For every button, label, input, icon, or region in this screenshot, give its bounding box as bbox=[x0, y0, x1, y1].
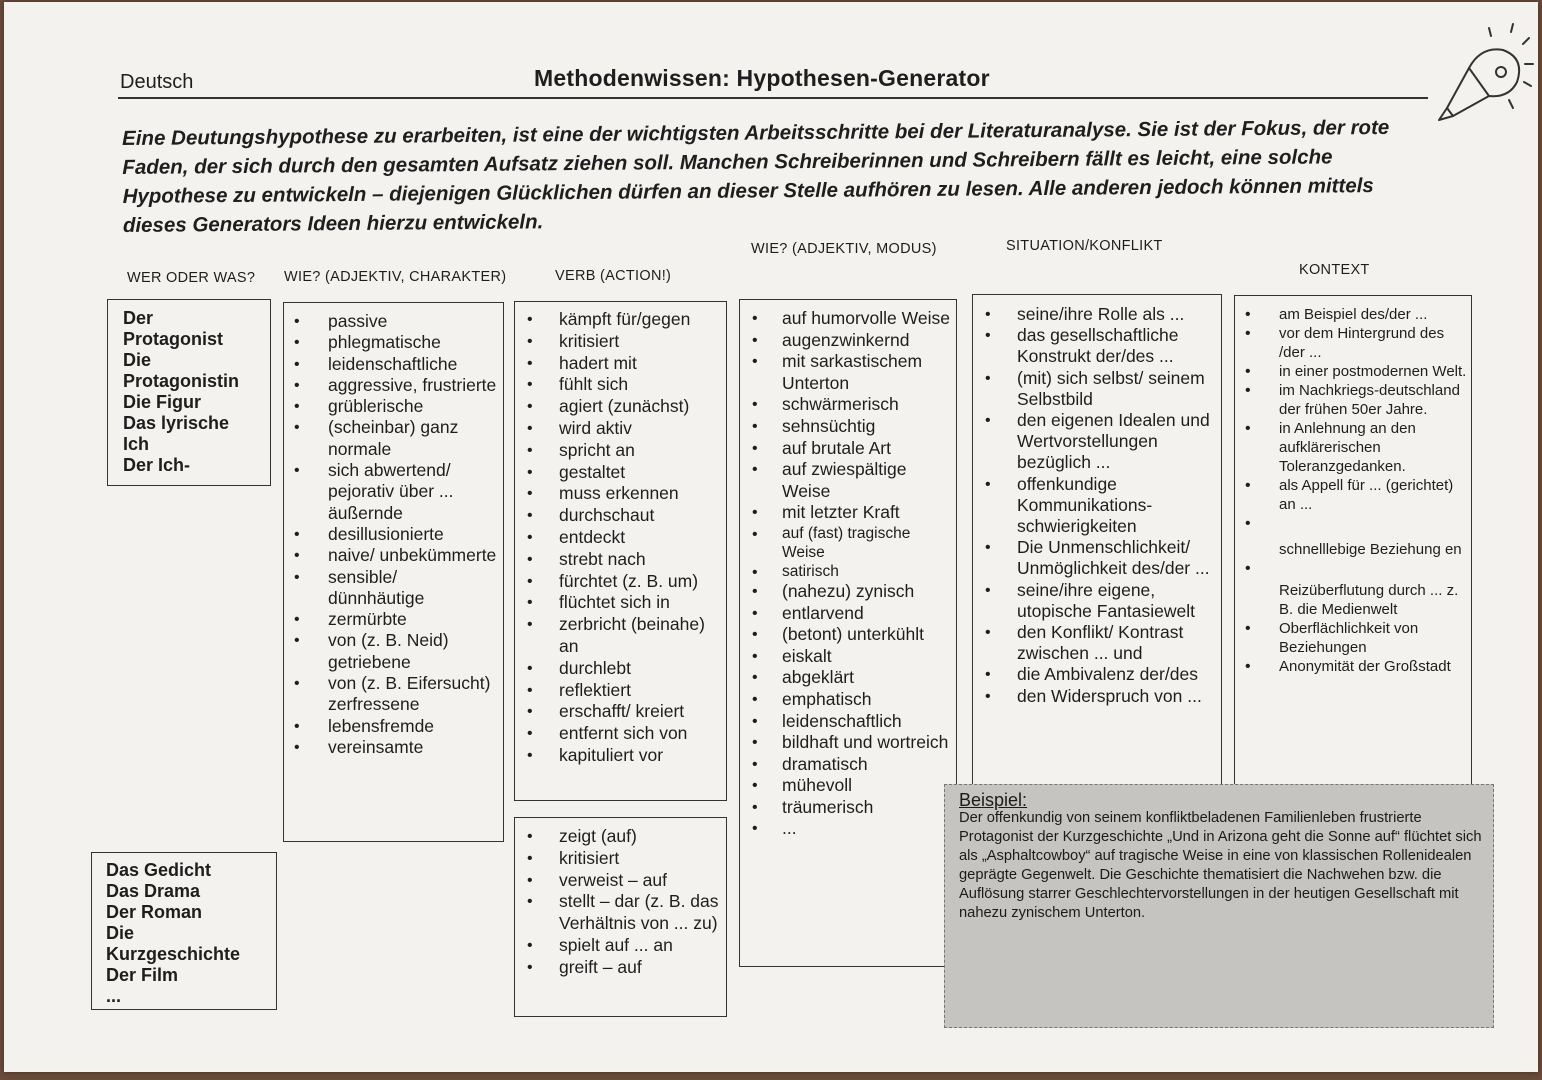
list-item: • fühlt sich bbox=[515, 374, 722, 396]
list-item: • schnelllebige Beziehung en bbox=[1235, 514, 1467, 559]
list-item: • träumerisch bbox=[740, 797, 952, 819]
list-item: • sensible/ dünnhäutige bbox=[284, 567, 497, 610]
list-item: Das lyrische bbox=[123, 413, 230, 433]
list-item: • am Beispiel des/der ... bbox=[1235, 305, 1467, 324]
situation-box bbox=[972, 294, 1222, 794]
list-item: • mit letzter Kraft bbox=[740, 502, 952, 524]
list-item: • schwärmerisch bbox=[740, 394, 952, 416]
list-item: • kämpft für/gegen bbox=[515, 309, 722, 331]
list-item: Kurzgeschichte bbox=[106, 944, 241, 964]
header-who: WER ODER WAS? bbox=[127, 270, 256, 286]
list-item: • (betont) unterkühlt bbox=[740, 624, 952, 646]
list-item: • augenzwinkernd bbox=[740, 330, 952, 352]
header-situation: SITUATION/KONFLIKT bbox=[1006, 238, 1163, 254]
list-item: • seine/ihre eigene, utopische Fantasiewelt bbox=[973, 580, 1217, 622]
list-item: • grüblerische bbox=[284, 396, 497, 417]
list-item: • (scheinbar) ganz normale bbox=[284, 417, 497, 460]
subject-label: Deutsch bbox=[120, 71, 194, 93]
list-item: • strebt nach bbox=[515, 549, 722, 571]
list-item: • auf (fast) tragische Weise bbox=[740, 524, 952, 562]
how-character-box bbox=[283, 302, 504, 842]
list-item: • erschafft/ kreiert bbox=[515, 701, 722, 723]
list-item: • Oberflächlichkeit von Beziehungen bbox=[1235, 619, 1467, 657]
list-item: Das Drama bbox=[106, 881, 201, 901]
list-item: • hadert mit bbox=[515, 353, 722, 375]
list-item: • naive/ unbekümmerte bbox=[284, 545, 497, 566]
list-item: Die bbox=[106, 923, 135, 943]
how-mode-box bbox=[739, 299, 957, 967]
list-item: • seine/ihre Rolle als ... bbox=[973, 304, 1217, 325]
header-context: KONTEXT bbox=[1299, 262, 1370, 278]
list-item: • muss erkennen bbox=[515, 483, 722, 505]
list-item: • agiert (zunächst) bbox=[515, 396, 722, 418]
list-item: • (mit) sich selbst/ seinem Selbstbild bbox=[973, 368, 1217, 410]
list-item: • in Anlehnung an den aufklärerischen Toleranzgedanken. bbox=[1235, 419, 1467, 476]
list-item: • reflektiert bbox=[515, 680, 722, 702]
list-item: Der Roman bbox=[106, 902, 203, 922]
list-item: • eiskalt bbox=[740, 646, 952, 668]
header-verb: VERB (ACTION!) bbox=[555, 268, 672, 284]
list-item: • Reizüberflutung durch ... z. B. die Medienwelt bbox=[1235, 559, 1467, 619]
list-item: • greift – auf bbox=[515, 957, 722, 979]
list-item: • sich abwertend/ pejorativ über ... äußernde bbox=[284, 460, 497, 524]
list-item: • im Nachkriegs-deutschland der frühen 50er Jahre. bbox=[1235, 381, 1467, 419]
example-label: Beispiel: bbox=[959, 790, 1028, 810]
list-item: Der bbox=[123, 308, 154, 328]
list-item: • entlarvend bbox=[740, 603, 952, 625]
header-how-character: WIE? (ADJEKTIV, CHARAKTER) bbox=[284, 269, 507, 285]
header-how-mode: WIE? (ADJEKTIV, MODUS) bbox=[751, 241, 937, 257]
list-item: • auf humorvolle Weise bbox=[740, 308, 952, 330]
list-item: • zeigt (auf) bbox=[515, 826, 722, 848]
list-item: Ich bbox=[123, 434, 150, 454]
list-item: • satirisch bbox=[740, 562, 952, 581]
list-item: • leidenschaftliche bbox=[284, 354, 497, 375]
list-item: • stellt – dar (z. B. das Verhältnis von ... zu) bbox=[515, 891, 722, 935]
list-item: • offenkundige Kommunikations-schwierigkeiten bbox=[973, 474, 1217, 538]
header-rule bbox=[118, 97, 1428, 99]
list-item: Die Figur bbox=[123, 392, 202, 412]
page-title: Methodenwissen: Hypothesen-Generator bbox=[534, 65, 990, 91]
list-item: • leidenschaftlich bbox=[740, 711, 952, 733]
list-item: • durchlebt bbox=[515, 658, 722, 680]
who-box-top bbox=[107, 299, 271, 486]
list-item: • vor dem Hintergrund des /der ... bbox=[1235, 324, 1467, 362]
list-item: Der Ich- bbox=[123, 455, 191, 475]
list-item: Protagonistin bbox=[123, 371, 239, 391]
worksheet bbox=[4, 2, 1538, 1072]
who-box-bottom bbox=[91, 852, 277, 1010]
list-item: • entdeckt bbox=[515, 527, 722, 549]
list-item: • das gesellschaftliche Konstrukt der/des ... bbox=[973, 325, 1217, 367]
list-item: • den Widerspruch von ... bbox=[973, 686, 1217, 707]
list-item: • mit sarkastischem Unterton bbox=[740, 351, 952, 394]
list-item: • sehnsüchtig bbox=[740, 416, 952, 438]
example-box bbox=[944, 784, 1494, 1028]
list-item: • kritisiert bbox=[515, 848, 722, 870]
list-item: • gestaltet bbox=[515, 462, 722, 484]
list-item: Die bbox=[123, 350, 152, 370]
list-item: • die Ambivalenz der/des bbox=[973, 664, 1217, 685]
list-item: • als Appell für ... (gerichtet) an ... bbox=[1235, 476, 1467, 514]
list-item: • ... bbox=[740, 818, 952, 840]
list-item: • den Konflikt/ Kontrast zwischen ... und bbox=[973, 622, 1217, 664]
list-item: • bildhaft und wortreich bbox=[740, 732, 952, 754]
list-item: • lebensfremde bbox=[284, 716, 497, 737]
list-item: • Anonymität der Großstadt bbox=[1235, 657, 1467, 676]
list-item: Der Film bbox=[106, 965, 179, 985]
list-item: • emphatisch bbox=[740, 689, 952, 711]
context-box bbox=[1234, 295, 1472, 795]
pencil-lightbulb-icon bbox=[1429, 20, 1539, 130]
list-item: Protagonist bbox=[123, 329, 224, 349]
list-item: • kapituliert vor bbox=[515, 745, 722, 767]
list-item: • Die Unmenschlichkeit/ Unmöglichkeit des/der ... bbox=[973, 537, 1217, 579]
list-item: • auf brutale Art bbox=[740, 438, 952, 460]
list-item: • mühevoll bbox=[740, 775, 952, 797]
list-item: • vereinsamte bbox=[284, 737, 497, 758]
list-item: • phlegmatische bbox=[284, 332, 497, 353]
list-item: • passive bbox=[284, 311, 497, 332]
list-item: • desillusionierte bbox=[284, 524, 497, 545]
verb-box-bottom bbox=[514, 817, 727, 1017]
list-item: • (nahezu) zynisch bbox=[740, 581, 952, 603]
list-item: • spielt auf ... an bbox=[515, 935, 722, 957]
list-item: • entfernt sich von bbox=[515, 723, 722, 745]
intro-paragraph: Eine Deutungshypothese zu erarbeiten, ist eine der wichtigsten Arbeitsschritte bei der Literaturanalyse. Sie ist der Fokus, der rote Faden, der sich durch den gesamten Aufsatz ziehen soll. Manchen Schreiberinnen und Schreibern fällt es leicht, eine solche Hypothese zu entwickeln – diejenigen Glücklichen dürfen an dieser Stelle aufhören zu lesen. Alle anderen jedoch können mittels dieses Generators Ideen hierzu entwickeln. bbox=[122, 115, 1390, 237]
list-item: Das Gedicht bbox=[106, 860, 212, 880]
list-item: • zermürbte bbox=[284, 609, 497, 630]
list-item: • spricht an bbox=[515, 440, 722, 462]
list-item: • auf zwiespältige Weise bbox=[740, 459, 952, 502]
list-item: • aggressive, frustrierte bbox=[284, 375, 497, 396]
list-item: • den eigenen Idealen und Wertvorstellungen bezüglich ... bbox=[973, 410, 1217, 474]
list-item: • dramatisch bbox=[740, 754, 952, 776]
list-item: • durchschaut bbox=[515, 505, 722, 527]
list-item: • flüchtet sich in bbox=[515, 592, 722, 614]
example-text: Der offenkundig von seinem konfliktbeladenen Familienleben frustrierte Protagonist der Kurzgeschichte „Und in Arizona geht die Sonne auf“ flüchtet sich als „Asphaltcowboy“ auf tragische Weise in eine von klassischen Rollenidealen geprägte Gegenwelt. Die Geschichte thematisiert die Nachwehen bzw. die Auflösung starrer Geschlechtervorstellungen in der heutigen Gesellschaft mit nahezu zynischem Unterton. bbox=[959, 810, 1482, 921]
list-item: • wird aktiv bbox=[515, 418, 722, 440]
verb-box-top bbox=[514, 301, 727, 801]
list-item: • von (z. B. Neid) getriebene bbox=[284, 630, 497, 673]
list-item: ... bbox=[106, 986, 122, 1006]
list-item: • von (z. B. Eifersucht) zerfressene bbox=[284, 673, 497, 716]
list-item: • in einer postmodernen Welt. bbox=[1235, 362, 1467, 381]
list-item: • verweist – auf bbox=[515, 870, 722, 892]
list-item: • kritisiert bbox=[515, 331, 722, 353]
list-item: • abgeklärt bbox=[740, 667, 952, 689]
list-item: • zerbricht (beinahe) an bbox=[515, 614, 722, 658]
list-item: • fürchtet (z. B. um) bbox=[515, 571, 722, 593]
